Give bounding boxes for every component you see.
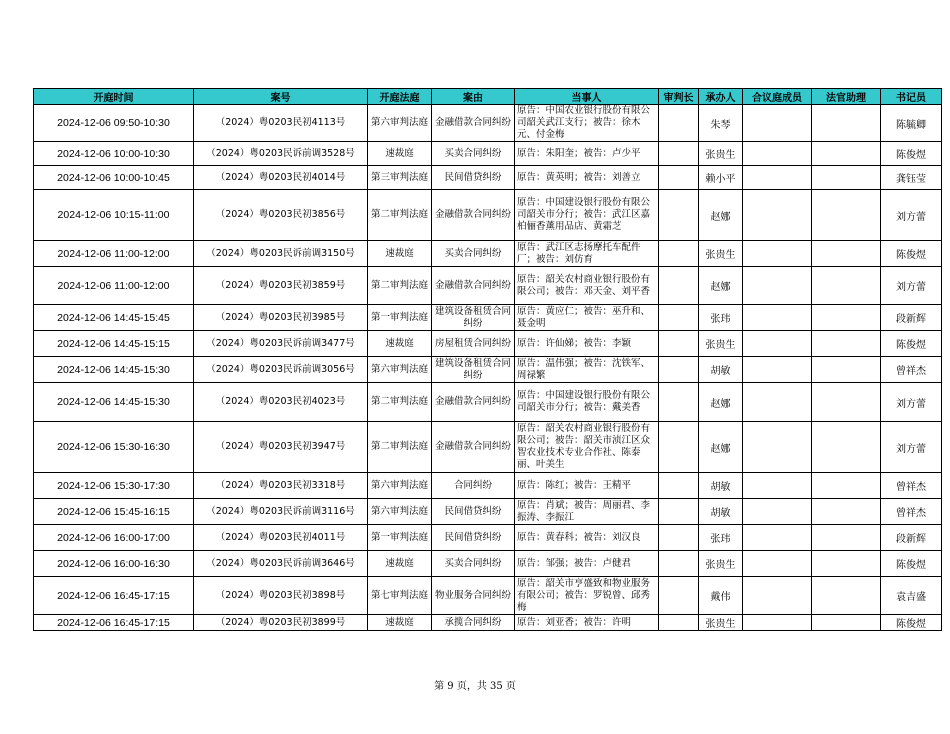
cell-handler: 赵娜 (699, 383, 743, 422)
cell-cause: 民间借贷纠纷 (432, 166, 515, 190)
header-judge-assistant: 法官助理 (812, 89, 881, 105)
cell-judge-assistant (812, 615, 881, 631)
cell-case-number: （2024）粤0203民初3947号 (194, 422, 368, 473)
cell-judge-assistant (812, 331, 881, 357)
table-row (34, 305, 942, 331)
cell-parties: 原告：朱阳奎；被告：卢少平 (515, 142, 659, 166)
header-presiding-judge: 审判长 (659, 89, 699, 105)
cell-hearing-time: 2024-12-06 09:50-10:30 (34, 105, 194, 142)
cell-parties: 原告：中国农业银行股份有限公司韶关武江支行；被告：徐木元、付金梅 (515, 105, 659, 142)
cell-judge-assistant (812, 105, 881, 142)
cell-judge-assistant (812, 383, 881, 422)
cell-parties: 原告：黄春科；被告：刘汉良 (515, 525, 659, 551)
cell-courtroom: 第六审判法庭 (368, 357, 432, 383)
cell-judge-assistant (812, 473, 881, 499)
cell-panel-members (743, 615, 812, 631)
cell-handler: 张玮 (699, 305, 743, 331)
table-row (34, 615, 942, 631)
cell-courtroom: 速裁庭 (368, 615, 432, 631)
cell-presiding-judge (659, 499, 699, 525)
cell-presiding-judge (659, 422, 699, 473)
cell-cause: 买卖合同纠纷 (432, 241, 515, 267)
header-parties: 当事人 (515, 89, 659, 105)
cell-judge-assistant (812, 190, 881, 241)
page-footer: 第 9 页，共 35 页 (434, 681, 516, 692)
cell-case-number: （2024）粤0203民初3899号 (194, 615, 368, 631)
cell-hearing-time: 2024-12-06 10:00-10:45 (34, 166, 194, 190)
table-row (34, 357, 942, 383)
cell-judge-assistant (812, 166, 881, 190)
cell-courtroom: 速裁庭 (368, 331, 432, 357)
cell-case-number: （2024）粤0203民初4014号 (194, 166, 368, 190)
cell-clerk: 陈俊煜 (881, 615, 942, 631)
cell-clerk: 段新辉 (881, 305, 942, 331)
cell-judge-assistant (812, 305, 881, 331)
cell-presiding-judge (659, 551, 699, 577)
cell-clerk: 曾祥杰 (881, 499, 942, 525)
cell-judge-assistant (812, 577, 881, 615)
header-clerk: 书记员 (881, 89, 942, 105)
cell-case-number: （2024）粤0203民初3856号 (194, 190, 368, 241)
cell-parties: 原告：中国建设银行股份有限公司韶关市分行；被告：武江区嘉柏俪香薰用品店、黄霜芝 (515, 190, 659, 241)
cell-hearing-time: 2024-12-06 14:45-15:15 (34, 331, 194, 357)
cell-courtroom: 第六审判法庭 (368, 499, 432, 525)
cell-parties: 原告：温伟强；被告：沈铁军、周禄繁 (515, 357, 659, 383)
table-header-row (34, 89, 942, 105)
cell-parties: 原告：陈红；被告：王精平 (515, 473, 659, 499)
table-row (34, 190, 942, 241)
cell-panel-members (743, 267, 812, 305)
cell-clerk: 曾祥杰 (881, 357, 942, 383)
cell-cause: 建筑设备租赁合同纠纷 (432, 357, 515, 383)
cell-case-number: （2024）粤0203民诉前调3116号 (194, 499, 368, 525)
table-row (34, 166, 942, 190)
cell-cause: 建筑设备租赁合同纠纷 (432, 305, 515, 331)
cell-panel-members (743, 241, 812, 267)
cell-parties: 原告：刘亚香；被告：许明 (515, 615, 659, 631)
cell-cause: 物业服务合同纠纷 (432, 577, 515, 615)
cell-clerk: 刘方蕾 (881, 383, 942, 422)
cell-handler: 张贵生 (699, 615, 743, 631)
cell-cause: 金融借款合同纠纷 (432, 105, 515, 142)
cell-presiding-judge (659, 473, 699, 499)
cell-panel-members (743, 473, 812, 499)
cell-courtroom: 第六审判法庭 (368, 105, 432, 142)
cell-cause: 民间借贷纠纷 (432, 499, 515, 525)
cell-handler: 胡敏 (699, 357, 743, 383)
table-row (34, 525, 942, 551)
cell-handler: 胡敏 (699, 473, 743, 499)
cell-clerk: 陈俊煜 (881, 142, 942, 166)
header-handler: 承办人 (699, 89, 743, 105)
table-row (34, 267, 942, 305)
cell-hearing-time: 2024-12-06 15:30-16:30 (34, 422, 194, 473)
cell-courtroom: 速裁庭 (368, 551, 432, 577)
cell-courtroom: 第二审判法庭 (368, 190, 432, 241)
cell-hearing-time: 2024-12-06 11:00-12:00 (34, 267, 194, 305)
cell-clerk: 龚钰莹 (881, 166, 942, 190)
cell-presiding-judge (659, 331, 699, 357)
cell-panel-members (743, 525, 812, 551)
cell-presiding-judge (659, 357, 699, 383)
cell-courtroom: 第一审判法庭 (368, 305, 432, 331)
cell-case-number: （2024）粤0203民初4023号 (194, 383, 368, 422)
cell-hearing-time: 2024-12-06 15:30-17:30 (34, 473, 194, 499)
cell-panel-members (743, 357, 812, 383)
cell-case-number: （2024）粤0203民诉前调3528号 (194, 142, 368, 166)
cell-clerk: 陈俊煜 (881, 551, 942, 577)
cell-handler: 张玮 (699, 525, 743, 551)
table-row (34, 551, 942, 577)
header-cause: 案由 (432, 89, 515, 105)
cell-hearing-time: 2024-12-06 14:45-15:30 (34, 383, 194, 422)
table-row (34, 577, 942, 615)
cell-parties: 原告：许仙娣；被告：李颖 (515, 331, 659, 357)
cell-cause: 民间借贷纠纷 (432, 525, 515, 551)
cell-case-number: （2024）粤0203民诉前调3646号 (194, 551, 368, 577)
cell-case-number: （2024）粤0203民初3318号 (194, 473, 368, 499)
cell-clerk: 段新辉 (881, 525, 942, 551)
cell-panel-members (743, 551, 812, 577)
cell-hearing-time: 2024-12-06 11:00-12:00 (34, 241, 194, 267)
cell-panel-members (743, 190, 812, 241)
cell-hearing-time: 2024-12-06 16:00-17:00 (34, 525, 194, 551)
cell-judge-assistant (812, 142, 881, 166)
cell-presiding-judge (659, 383, 699, 422)
table-row (34, 499, 942, 525)
cell-parties: 原告：韶关农村商业银行股份有限公司；被告：韶关市浈江区众智农业技术专业合作社、陈泰丽、叶美生 (515, 422, 659, 473)
cell-judge-assistant (812, 525, 881, 551)
cell-presiding-judge (659, 525, 699, 551)
cell-cause: 买卖合同纠纷 (432, 142, 515, 166)
cell-handler: 张贵生 (699, 241, 743, 267)
cell-cause: 金融借款合同纠纷 (432, 267, 515, 305)
cell-handler: 赵娜 (699, 190, 743, 241)
cell-parties: 原告：黄英明；被告：刘善立 (515, 166, 659, 190)
cell-handler: 赵娜 (699, 422, 743, 473)
cell-clerk: 陈毓卿 (881, 105, 942, 142)
cell-handler: 张贵生 (699, 142, 743, 166)
cell-judge-assistant (812, 499, 881, 525)
cell-hearing-time: 2024-12-06 16:45-17:15 (34, 615, 194, 631)
cell-courtroom: 第三审判法庭 (368, 166, 432, 190)
cell-cause: 金融借款合同纠纷 (432, 422, 515, 473)
cell-cause: 合同纠纷 (432, 473, 515, 499)
cell-hearing-time: 2024-12-06 14:45-15:30 (34, 357, 194, 383)
cell-panel-members (743, 577, 812, 615)
cell-presiding-judge (659, 615, 699, 631)
cell-case-number: （2024）粤0203民诉前调3477号 (194, 331, 368, 357)
cell-handler: 朱琴 (699, 105, 743, 142)
cell-courtroom: 第一审判法庭 (368, 525, 432, 551)
cell-case-number: （2024）粤0203民初3859号 (194, 267, 368, 305)
cell-panel-members (743, 422, 812, 473)
cell-presiding-judge (659, 142, 699, 166)
cell-cause: 房屋租赁合同纠纷 (432, 331, 515, 357)
cell-hearing-time: 2024-12-06 16:00-16:30 (34, 551, 194, 577)
cell-presiding-judge (659, 166, 699, 190)
cell-presiding-judge (659, 241, 699, 267)
cell-parties: 原告：黄应仁；被告：巫升和、聂金明 (515, 305, 659, 331)
cell-panel-members (743, 331, 812, 357)
cell-handler: 胡敏 (699, 499, 743, 525)
cell-courtroom: 速裁庭 (368, 241, 432, 267)
cell-case-number: （2024）粤0203民初4011号 (194, 525, 368, 551)
cell-handler: 戴伟 (699, 577, 743, 615)
cell-judge-assistant (812, 422, 881, 473)
header-courtroom: 开庭法庭 (368, 89, 432, 105)
cell-judge-assistant (812, 551, 881, 577)
table-row (34, 422, 942, 473)
cell-clerk: 刘方蕾 (881, 422, 942, 473)
cell-handler: 赵娜 (699, 267, 743, 305)
cell-panel-members (743, 105, 812, 142)
header-hearing-time: 开庭时间 (34, 89, 194, 105)
cell-cause: 买卖合同纠纷 (432, 551, 515, 577)
cell-hearing-time: 2024-12-06 10:15-11:00 (34, 190, 194, 241)
table-row (34, 241, 942, 267)
cell-case-number: （2024）粤0203民初3985号 (194, 305, 368, 331)
cell-case-number: （2024）粤0203民初3898号 (194, 577, 368, 615)
cell-case-number: （2024）粤0203民诉前调3056号 (194, 357, 368, 383)
cell-case-number: （2024）粤0203民初4113号 (194, 105, 368, 142)
cell-hearing-time: 2024-12-06 14:45-15:45 (34, 305, 194, 331)
cell-clerk: 袁吉盛 (881, 577, 942, 615)
cell-hearing-time: 2024-12-06 15:45-16:15 (34, 499, 194, 525)
cell-hearing-time: 2024-12-06 10:00-10:30 (34, 142, 194, 166)
cell-panel-members (743, 305, 812, 331)
cell-presiding-judge (659, 267, 699, 305)
cell-cause: 承揽合同纠纷 (432, 615, 515, 631)
header-case-number: 案号 (194, 89, 368, 105)
cell-clerk: 陈俊煜 (881, 241, 942, 267)
cell-parties: 原告：韶关市亨盛致和物业服务有限公司；被告：罗锐曾、邱秀梅 (515, 577, 659, 615)
cell-judge-assistant (812, 267, 881, 305)
cell-clerk: 曾祥杰 (881, 473, 942, 499)
cell-panel-members (743, 142, 812, 166)
cell-courtroom: 第二审判法庭 (368, 267, 432, 305)
cell-judge-assistant (812, 241, 881, 267)
cell-courtroom: 第七审判法庭 (368, 577, 432, 615)
cell-presiding-judge (659, 190, 699, 241)
table-row (34, 331, 942, 357)
table-row (34, 142, 942, 166)
cell-parties: 原告：韶关农村商业银行股份有限公司；被告：邓天金、刘平香 (515, 267, 659, 305)
cell-courtroom: 第二审判法庭 (368, 422, 432, 473)
court-schedule-table (33, 88, 942, 631)
cell-parties: 原告：武江区志扬摩托车配件厂；被告：刘仿育 (515, 241, 659, 267)
cell-panel-members (743, 383, 812, 422)
cell-cause: 金融借款合同纠纷 (432, 383, 515, 422)
cell-parties: 原告：中国建设银行股份有限公司韶关市分行；被告：戴美香 (515, 383, 659, 422)
cell-presiding-judge (659, 305, 699, 331)
cell-panel-members (743, 499, 812, 525)
cell-presiding-judge (659, 105, 699, 142)
cell-presiding-judge (659, 577, 699, 615)
cell-parties: 原告：肖斌；被告：周丽君、李振涛、李振江 (515, 499, 659, 525)
cell-courtroom: 第六审判法庭 (368, 473, 432, 499)
cell-parties: 原告：邹强；被告：卢健君 (515, 551, 659, 577)
cell-handler: 赖小平 (699, 166, 743, 190)
header-panel-members: 合议庭成员 (743, 89, 812, 105)
table-row (34, 105, 942, 142)
cell-hearing-time: 2024-12-06 16:45-17:15 (34, 577, 194, 615)
table-row (34, 383, 942, 422)
cell-handler: 张贵生 (699, 551, 743, 577)
cell-case-number: （2024）粤0203民诉前调3150号 (194, 241, 368, 267)
cell-judge-assistant (812, 357, 881, 383)
cell-clerk: 刘方蕾 (881, 267, 942, 305)
cell-courtroom: 第二审判法庭 (368, 383, 432, 422)
cell-cause: 金融借款合同纠纷 (432, 190, 515, 241)
cell-courtroom: 速裁庭 (368, 142, 432, 166)
cell-panel-members (743, 166, 812, 190)
cell-handler: 张贵生 (699, 331, 743, 357)
cell-clerk: 陈俊煜 (881, 331, 942, 357)
cell-clerk: 刘方蕾 (881, 190, 942, 241)
table-row (34, 473, 942, 499)
